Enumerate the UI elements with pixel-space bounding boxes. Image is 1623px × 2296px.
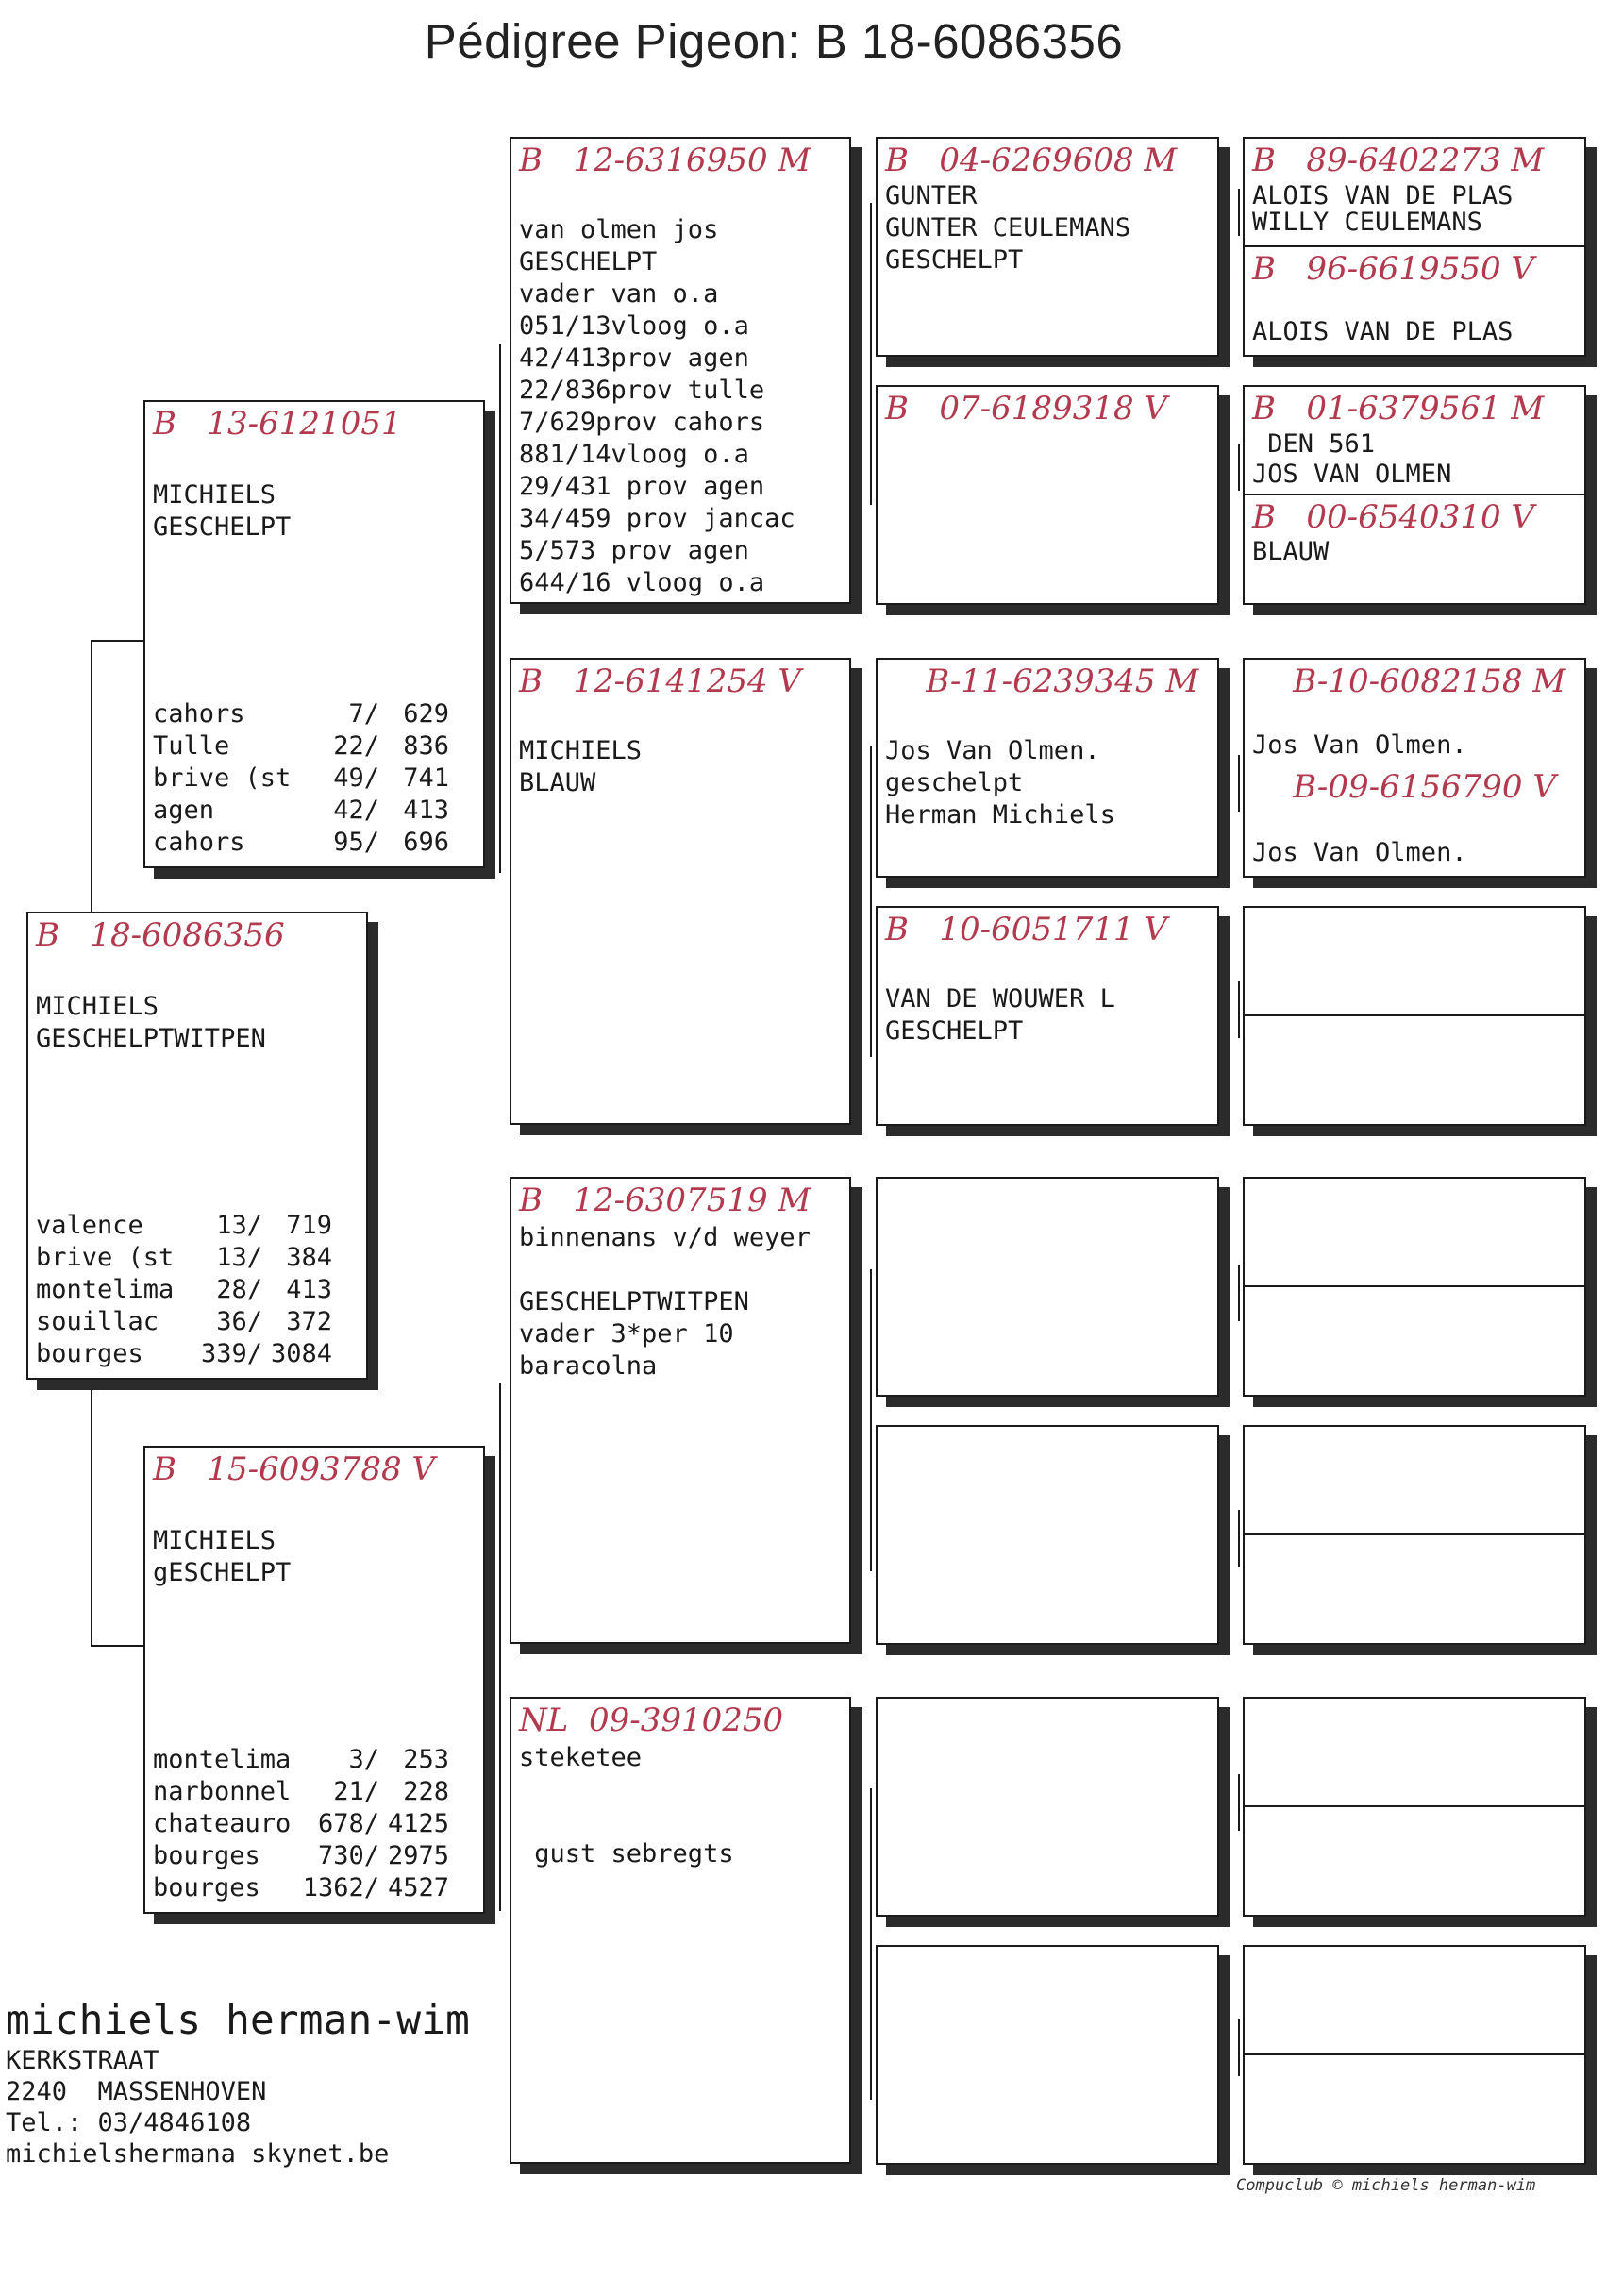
card-line: MICHIELS: [153, 480, 276, 510]
owner-street: KERKSTRAAT: [6, 2046, 159, 2075]
connector-line: [91, 640, 92, 913]
owner-email: michielshermana skynet.be: [6, 2139, 390, 2169]
page-title: Pédigree Pigeon: B 18-6086356: [424, 14, 1124, 68]
ring-number: B 18-6086356: [36, 916, 285, 954]
card-line: van olmen jos: [519, 215, 719, 244]
ring-number: B 15-6093788 V: [153, 1450, 435, 1488]
race-place: 95/: [333, 828, 379, 857]
race-total: 4527: [387, 1873, 449, 1902]
race-result-row: [36, 1210, 338, 1242]
card-line: VAN DE WOUWER L: [885, 984, 1115, 1014]
race-name: valence: [36, 1211, 143, 1240]
great-great-grandparent-card: [1243, 658, 1586, 878]
ring-number: B-11-6239345 M: [885, 662, 1199, 700]
connector-line: [1238, 755, 1240, 812]
card-line: vader 3*per 10: [519, 1319, 734, 1349]
ring-number: B 89-6402273 M: [1252, 142, 1545, 179]
connector-line: [1238, 444, 1240, 491]
race-total: 836: [403, 731, 449, 761]
card-line: GESCHELPT: [519, 247, 658, 277]
card-line: GESCHELPT: [153, 512, 292, 542]
connector-line: [870, 203, 872, 505]
card-line: ALOIS VAN DE PLAS: [1252, 181, 1514, 210]
race-result-row: [36, 1242, 338, 1274]
connector-line: [1238, 1265, 1240, 1321]
ring-number: B 12-6316950 M: [519, 142, 812, 179]
race-total: 372: [286, 1307, 332, 1336]
card-divider: [1245, 494, 1584, 495]
card-line: GUNTER CEULEMANS: [885, 213, 1131, 243]
card-line: JOS VAN OLMEN: [1252, 460, 1452, 489]
race-total: 629: [403, 699, 449, 729]
card-line: GESCHELPTWITPEN: [36, 1024, 266, 1053]
race-place: 22/: [333, 731, 379, 761]
card-line: BLAUW: [1252, 537, 1330, 566]
ring-number: B 12-6141254 V: [519, 662, 801, 700]
card-line: Jos Van Olmen.: [1252, 838, 1467, 867]
card-line: DEN 561: [1252, 429, 1376, 459]
race-total: 384: [286, 1243, 332, 1272]
owner-phone: Tel.: 03/4846108: [6, 2108, 252, 2137]
ring-number: B 07-6189318 V: [885, 390, 1167, 427]
card-divider: [1245, 1805, 1584, 1807]
ring-number: B 00-6540310 V: [1252, 498, 1534, 536]
race-result-row: [153, 763, 455, 795]
race-result-row: [36, 1338, 338, 1370]
grandsire-paternal-card: [510, 137, 851, 604]
great-grandparent-card-empty: [876, 1177, 1219, 1397]
card-line: BLAUW: [519, 768, 596, 797]
card-line: GESCHELPTWITPEN: [519, 1287, 749, 1316]
connector-line: [91, 1383, 92, 1647]
ring-number: B 96-6619550 V: [1252, 250, 1534, 288]
race-place: 28/: [216, 1275, 262, 1304]
connector-line: [499, 344, 501, 873]
card-divider: [1245, 1533, 1584, 1535]
race-result-row: [153, 698, 455, 730]
card-line: WILLY CEULEMANS: [1252, 208, 1482, 237]
race-name: montelima: [36, 1275, 175, 1304]
ring-number: B 04-6269608 M: [885, 142, 1178, 179]
connector-line: [870, 1788, 872, 2100]
race-result-row: [153, 1840, 455, 1872]
card-line: 881/14vloog o.a: [519, 440, 749, 469]
great-grandparent-card: [876, 906, 1219, 1126]
ring-number: B-10-6082158 M: [1252, 662, 1566, 700]
card-line: steketee: [519, 1743, 643, 1772]
race-place: 21/: [333, 1777, 379, 1806]
connector-line: [1238, 189, 1240, 236]
great-great-grandparent-card: [1243, 137, 1586, 357]
race-result-row: [36, 1306, 338, 1338]
card-line: GESCHELPT: [885, 245, 1024, 275]
race-total: 741: [403, 763, 449, 793]
card-line: 22/836prov tulle: [519, 376, 765, 405]
race-place: 1362/: [302, 1873, 379, 1902]
card-line: 051/13vloog o.a: [519, 311, 749, 341]
footer-credit: Compuclub © michiels herman-wim: [1236, 2176, 1536, 2195]
race-name: cahors: [153, 699, 245, 729]
race-place: 339/: [200, 1339, 262, 1368]
grandsire-maternal-card: [510, 1177, 851, 1644]
race-place: 730/: [317, 1841, 379, 1870]
card-line: geschelpt: [885, 768, 1024, 797]
card-line: 29/431 prov agen: [519, 472, 765, 501]
race-result-row: [153, 795, 455, 827]
race-result-row: [153, 1776, 455, 1808]
ring-number: B 01-6379561 M: [1252, 390, 1545, 427]
connector-line: [1238, 1510, 1240, 1567]
granddam-maternal-card: [510, 1697, 851, 2164]
card-line: baracolna: [519, 1351, 658, 1381]
race-name: narbonnel: [153, 1777, 292, 1806]
subject-pigeon-card: [26, 912, 368, 1380]
race-place: 49/: [333, 763, 379, 793]
race-result-row: [153, 730, 455, 763]
race-name: brive (st: [36, 1243, 175, 1272]
card-divider: [1245, 1014, 1584, 1016]
race-total: 253: [403, 1745, 449, 1774]
father-card: [143, 400, 485, 868]
owner-city: 2240 MASSENHOVEN: [6, 2077, 267, 2106]
race-place: 678/: [317, 1809, 379, 1838]
connector-line: [870, 746, 872, 1057]
race-name: chateauro: [153, 1809, 292, 1838]
ring-number: NL 09-3910250: [519, 1701, 784, 1739]
card-line: binnenans v/d weyer: [519, 1223, 811, 1252]
granddam-paternal-card: [510, 658, 851, 1125]
card-line: ALOIS VAN DE PLAS: [1252, 317, 1514, 346]
connector-line: [870, 1269, 872, 1571]
race-name: agen: [153, 796, 215, 825]
card-line: MICHIELS: [519, 736, 643, 765]
race-name: cahors: [153, 828, 245, 857]
race-name: bourges: [36, 1339, 143, 1368]
connector-line: [1238, 2019, 1240, 2076]
connector-line: [1238, 981, 1240, 1038]
great-grandparent-card: [876, 385, 1219, 605]
great-great-grandparent-card-empty: [1243, 1945, 1586, 2165]
ring-number: B-09-6156790 V: [1252, 768, 1556, 806]
connector-line: [91, 1645, 143, 1647]
race-place: 7/: [348, 699, 379, 729]
card-line: GESCHELPT: [885, 1016, 1024, 1046]
race-total: 696: [403, 828, 449, 857]
card-line: Jos Van Olmen.: [885, 736, 1100, 765]
race-place: 13/: [216, 1243, 262, 1272]
card-line: gESCHELPT: [153, 1558, 292, 1587]
connector-line: [499, 1383, 501, 1911]
owner-info: [6, 1996, 470, 2170]
great-great-grandparent-card-empty: [1243, 1697, 1586, 1917]
card-line: MICHIELS: [36, 992, 159, 1021]
race-result-row: [153, 1872, 455, 1904]
connector-line: [1238, 1774, 1240, 1831]
race-place: 13/: [216, 1211, 262, 1240]
ring-number: B 13-6121051: [153, 405, 402, 443]
race-total: 228: [403, 1777, 449, 1806]
race-name: bourges: [153, 1873, 260, 1902]
race-total: 4125: [387, 1809, 449, 1838]
card-line: 644/16 vloog o.a: [519, 568, 765, 597]
great-great-grandparent-card: [1243, 385, 1586, 605]
race-name: montelima: [153, 1745, 292, 1774]
race-name: Tulle: [153, 731, 230, 761]
race-name: souillac: [36, 1307, 159, 1336]
great-great-grandparent-card-empty: [1243, 1177, 1586, 1397]
race-total: 2975: [387, 1841, 449, 1870]
card-line: Jos Van Olmen.: [1252, 730, 1467, 760]
great-grandparent-card-empty: [876, 1425, 1219, 1645]
card-line: MICHIELS: [153, 1526, 276, 1555]
great-great-grandparent-card-empty: [1243, 906, 1586, 1126]
great-grandparent-card: [876, 137, 1219, 357]
race-results: [36, 1210, 338, 1370]
race-results: [153, 1744, 455, 1904]
race-result-row: [36, 1274, 338, 1306]
card-line: 42/413prov agen: [519, 344, 749, 373]
card-line: Herman Michiels: [885, 800, 1115, 830]
race-name: brive (st: [153, 763, 292, 793]
race-total: 413: [286, 1275, 332, 1304]
race-total: 719: [286, 1211, 332, 1240]
race-result-row: [153, 827, 455, 859]
race-total: 413: [403, 796, 449, 825]
race-name: bourges: [153, 1841, 260, 1870]
race-total: 3084: [270, 1339, 332, 1368]
card-line: gust sebregts: [519, 1839, 734, 1869]
race-result-row: [153, 1808, 455, 1840]
race-results: [153, 698, 455, 859]
great-grandparent-card-empty: [876, 1945, 1219, 2165]
race-result-row: [153, 1744, 455, 1776]
card-line: vader van o.a: [519, 279, 719, 309]
ring-number: B 12-6307519 M: [519, 1182, 812, 1219]
card-line: 34/459 prov jancac: [519, 504, 795, 533]
card-divider: [1245, 245, 1584, 247]
mother-card: [143, 1446, 485, 1914]
race-place: 3/: [348, 1745, 379, 1774]
card-line: GUNTER: [885, 181, 978, 210]
race-place: 42/: [333, 796, 379, 825]
owner-name: michiels herman-wim: [6, 1997, 470, 2044]
card-line: 7/629prov cahors: [519, 408, 765, 437]
connector-line: [91, 640, 143, 642]
card-line: 5/573 prov agen: [519, 536, 749, 565]
great-grandparent-card-empty: [876, 1697, 1219, 1917]
race-place: 36/: [216, 1307, 262, 1336]
card-divider: [1245, 2053, 1584, 2055]
card-divider: [1245, 1285, 1584, 1287]
great-great-grandparent-card-empty: [1243, 1425, 1586, 1645]
ring-number: B 10-6051711 V: [885, 911, 1167, 948]
great-grandparent-card: [876, 658, 1219, 878]
